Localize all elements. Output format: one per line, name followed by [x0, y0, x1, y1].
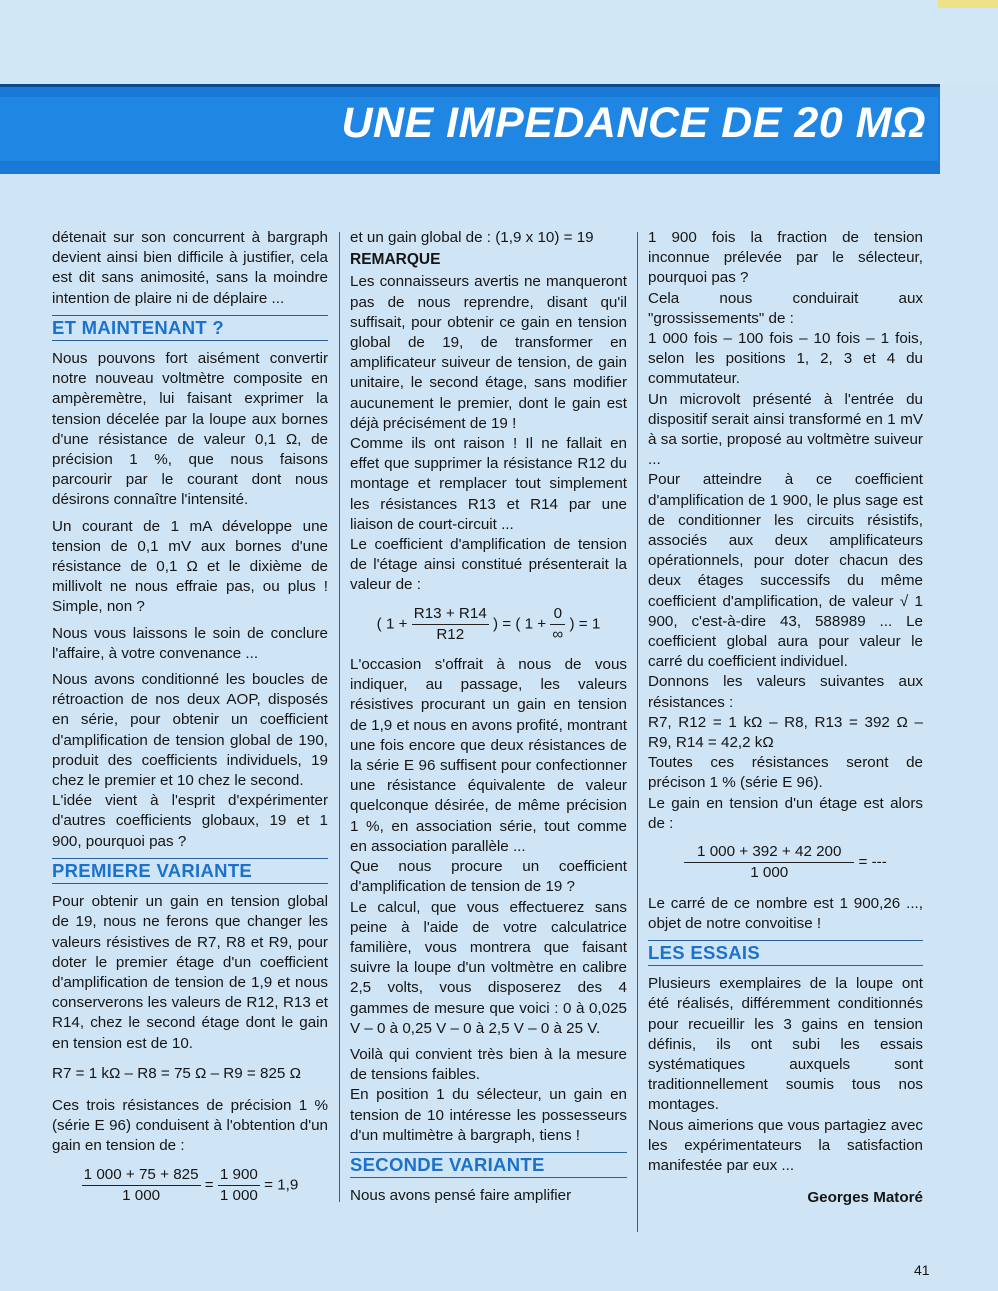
paragraph: Voilà qui convient très bien à la mesure de tensions faibles. — [350, 1045, 627, 1084]
author-signature: Georges Matoré — [807, 1189, 923, 1207]
section-heading-et-maintenant: ET MAINTENANT ? — [52, 315, 328, 341]
paragraph: Pour atteindre à ce coefficient d'amplification de 1 900, le plus sage est de conditionner les circuits résistifs, associés aux deux amplificateurs opérationnels, pour doter chacun des deux étages successifs du même coefficient d'amplification, de valeur √ 1 900, c'est-à-dire 43, 588989 ... Le coefficient global aura pour valeur le carré du coefficient individuel. — [648, 471, 923, 671]
fraction — [412, 604, 489, 645]
denominator: ∞ — [552, 625, 564, 643]
equals-sign: = — [204, 1176, 214, 1194]
paragraph: Un courant de 1 mA développe une tension de 0,1 mV aux bornes d'une résistance de 0,1 Ω et le dixième de millivolt ne nous effraie pas, ou plus ! Simple, non ? — [52, 517, 328, 616]
paragraph: Cela nous conduirait aux "grossissements" de : — [648, 289, 923, 327]
paragraph: Donnons les valeurs suivantes aux résistances : — [648, 673, 923, 711]
paragraph: Plusieurs exemplaires de la loupe ont été réalisés, différemment conditionnés pour recueillir les 3 gains en tension définis, ils ont subi les essais systématiques auxquels sont traditionnellement soumis tous nos montages. — [648, 975, 923, 1114]
paragraph: Ces trois résistances de précision 1 % (série E 96) conduisent à l'obtention d'un gain en tension de : — [52, 1096, 328, 1155]
equation-part: ) = ( 1 + — [493, 615, 547, 633]
column-divider-1 — [339, 232, 340, 1202]
fraction — [684, 842, 854, 883]
column-divider-2 — [637, 232, 638, 1232]
paragraph: Les connaisseurs avertis ne manqueront pas de nous reprendre, disant qu'il suffisait, pour obtenir ce gain en tension global de 19, de transformer en amplificateur suiveur de tension, de gain unitaire, le second étage, sans modifier aucunement le premier, dont le gain est déjà précisément de 19 ! — [350, 273, 627, 432]
paragraph: Nous aimerions que vous partagiez avec les expérimentateurs la satisfaction manifestée par eux ... — [648, 1116, 923, 1174]
paragraph: et un gain global de : (1,9 x 10) = 19 — [350, 229, 594, 246]
paragraph: détenait sur son concurrent à bargraph devient ainsi bien difficile à justifier, cela est dit sans animosité, sans la moindre intention de plaire ni de déplaire ... — [52, 229, 328, 307]
top-strip — [0, 0, 998, 84]
section-heading-seconde-variante: SECONDE VARIANTE — [350, 1152, 627, 1178]
numerator: 1 900 — [218, 1165, 260, 1186]
column-2 — [350, 228, 627, 1212]
title-banner — [0, 84, 940, 174]
paragraph: Nous avons conditionné les boucles de rétroaction de nos deux AOP, disposés en série, pour obtenir un coefficient d'amplification de tension global de 190, produit des coefficients individuels, 19 chez le premier et 10 chez le second. — [52, 671, 328, 790]
paragraph: L'idée vient à l'esprit d'expérimenter d'autres coefficients globaux, 19 et 1 900, pourquoi pas ? — [52, 792, 328, 850]
equation-gain-1-9 — [52, 1165, 328, 1206]
numerator: R13 + R14 — [412, 604, 489, 625]
equation-resistances: R7 = 1 kΩ – R8 = 75 Ω – R9 = 825 Ω — [52, 1064, 301, 1082]
column-1 — [52, 228, 328, 1216]
section-heading-premiere-variante: PREMIERE VARIANTE — [52, 858, 328, 884]
paragraph: Toutes ces résistances seront de précison 1 % (série E 96). — [648, 754, 923, 792]
equation-follower-gain — [350, 604, 627, 645]
paragraph: 1 000 fois – 100 fois – 10 fois – 1 fois, selon les positions 1, 2, 3 et 4 du commutateur. — [648, 330, 923, 388]
denominator: 1 000 — [219, 1186, 258, 1204]
paragraph: Comme ils ont raison ! Il ne fallait en effet que supprimer la résistance R12 du montage et remplacer tout simplement les résistances R13 et R14 par une liaison de court-circuit ... — [350, 435, 627, 533]
paragraph: Le calcul, que vous effectuerez sans peine à l'aide de votre calculatrice familière, vous montrera que faisant suivre la loupe d'un voltmètre en calibre 2,5 volts, vous disposerez des 4 gammes de mesure que voici : 0 à 0,025 V – 0 à 0,25 V – 0 à 2,5 V – 0 à 25 V. — [350, 898, 627, 1037]
fraction — [82, 1165, 201, 1206]
paragraph: Le coefficient d'amplification de tension de l'étage ainsi constitué présenterait la valeur de : — [350, 536, 627, 594]
fraction — [218, 1165, 260, 1206]
page-number: 41 — [914, 1262, 930, 1278]
section-heading-les-essais: LES ESSAIS — [648, 940, 923, 966]
remark-heading: REMARQUE — [350, 251, 441, 269]
paragraph: L'occasion s'offrait à nous de vous indiquer, au passage, les valeurs résistives procurant un gain en tension de 1,9 et nous en avons profité, montrant une fois encore que deux résistances de la série E 96 suffisent pour confectionner une résistance équivalente de valeur quelconque désirée, de même précision 1 %, en association série, tout comme en association parallèle ... — [350, 656, 627, 855]
paragraph: Nous pouvons fort aisément convertir notre nouveau voltmètre composite en ampèremètre, lui faisant exprimer la tension décelée par la loupe aux bornes d'une résistance de valeur 0,1 Ω, de précision 1 %, que nous faisons parcourir par le courant dont nous désirons connaître l'intensité. — [52, 350, 328, 509]
numerator: 1 000 + 75 + 825 — [82, 1165, 201, 1186]
fraction — [550, 604, 565, 645]
paragraph: Pour obtenir un gain en tension global de 19, nous ne ferons que changer les valeurs résistives de R7, R8 et R9, pour doter le premier étage d'un coefficient d'amplification de tension de 1,9 et nous conserverons les valeurs de R12, R13 et R14, chez le second étage dont le gain en tension est de 10. — [52, 893, 328, 1052]
paragraph: R7, R12 = 1 kΩ – R8, R13 = 392 Ω – R9, R14 = 42,2 kΩ — [648, 713, 923, 752]
equation-part: ) = 1 — [569, 615, 601, 633]
paragraph: En position 1 du sélecteur, un gain en tension de 10 intéresse les possesseurs d'un multimètre à bargraph, tiens ! — [350, 1086, 627, 1144]
result: = 1,9 — [264, 1176, 299, 1194]
corner-mark — [938, 0, 998, 8]
column-3 — [648, 228, 923, 1208]
denominator: 1 000 — [750, 864, 789, 882]
paragraph: Nous vous laissons le soin de conclure l'affaire, à votre convenance ... — [52, 624, 328, 662]
numerator: 1 000 + 392 + 42 200 — [684, 842, 854, 863]
result: = --- — [858, 853, 887, 871]
numerator: 0 — [550, 604, 565, 625]
paragraph: 1 900 fois la fraction de tension inconnue prélevée par le sélecteur, pourquoi pas ? — [648, 229, 923, 287]
denominator: R12 — [436, 625, 465, 643]
paragraph: Le carré de ce nombre est 1 900,26 ..., objet de notre convoitise ! — [648, 894, 923, 932]
paragraph: Le gain en tension d'un étage est alors de : — [648, 794, 923, 832]
paragraph: Nous avons pensé faire amplifier — [350, 1187, 572, 1205]
equation-part: ( 1 + — [376, 615, 408, 633]
paragraph: Un microvolt présenté à l'entrée du dispositif serait ainsi transformé en 1 mV à sa sortie, proposé au voltmètre suiveur ... — [648, 390, 923, 469]
equation-stage-gain — [648, 842, 923, 883]
article-title: UNE IMPEDANCE DE 20 MΩ — [341, 99, 926, 147]
paragraph: Que nous procure un coefficient d'amplification de tension de 19 ? — [350, 858, 627, 896]
denominator: 1 000 — [122, 1186, 161, 1204]
